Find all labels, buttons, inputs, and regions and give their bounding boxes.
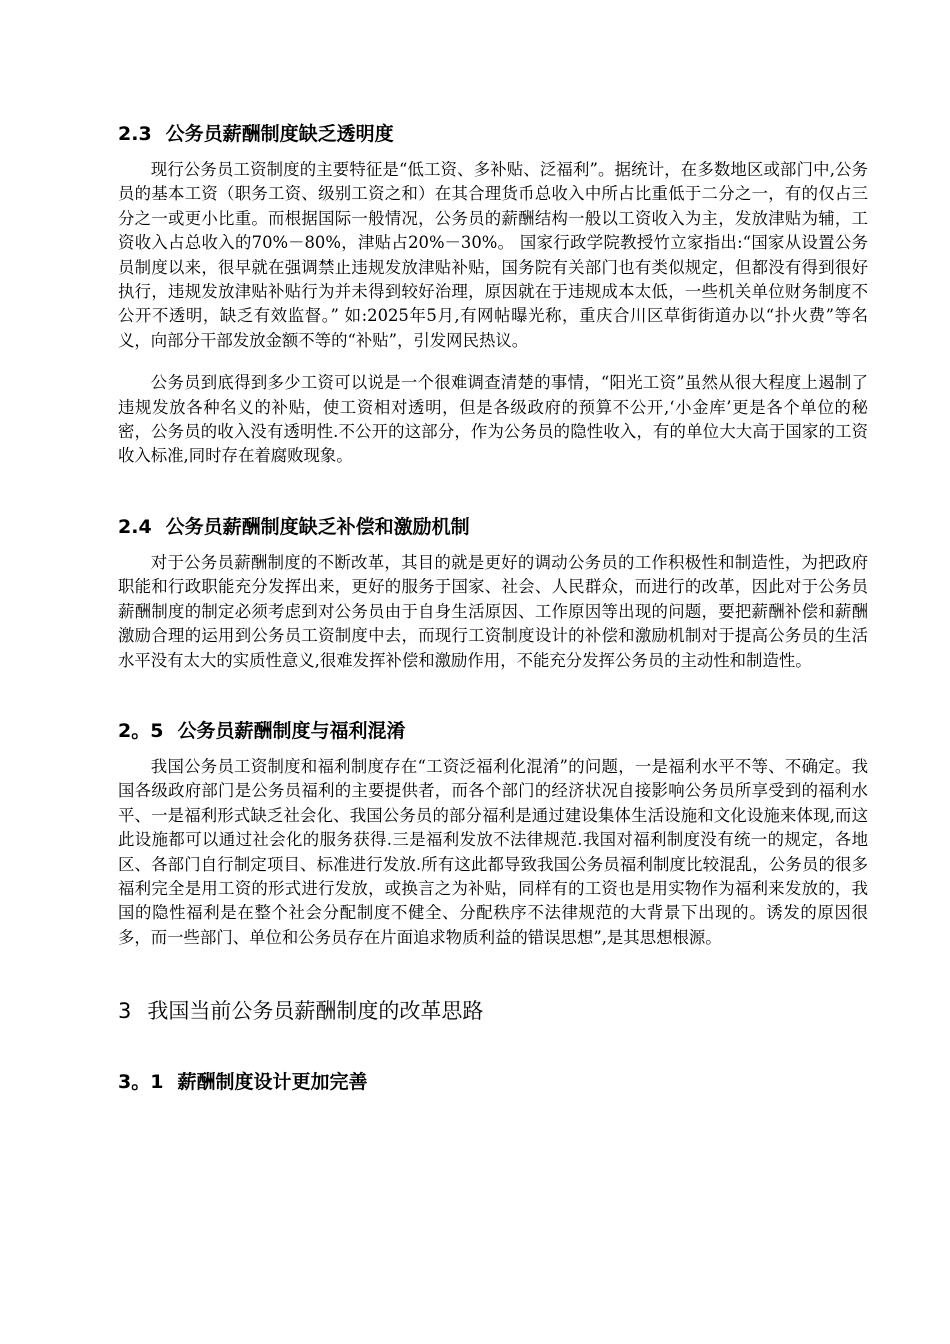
section-title: 公务员薪酬制度缺乏补偿和激励机制	[165, 515, 470, 538]
section-2-3-heading	[118, 120, 868, 148]
section-3-1-heading	[118, 1068, 868, 1096]
chapter-number: 3	[118, 999, 132, 1024]
section-title: 公务员薪酬制度缺乏透明度	[165, 123, 394, 145]
paragraph: 对于公务员薪酬制度的不断改革，其目的就是更好的调动公务员的工作积极性和制造性，为把政府职能和行政职能充分发挥出来，更好的服务于国家、社会、人民群众，而进行的改革，因此对于公务员薪酬制度的制定必须考虑到对公务员由于自身生活原因、工作原因等出现的问题，要把薪酬补偿和薪酬激励合理的运用到公务员工资制度中去，而现行工资制度设计的补偿和激励机制对于提高公务员的生活水平没有太大的实质性意义,很难发挥补偿和激励作用，不能充分发挥公务员的主动性和制造性。	[118, 552, 868, 670]
section-number: 3。1	[118, 1071, 164, 1094]
section-number: 2.4	[118, 515, 152, 538]
paragraph: 公务员到底得到多少工资可以说是一个很难调查清楚的事情，“阳光工资”虽然从很大程度上遏制了违规发放各种名义的补贴，使工资相对透明，但是各级政府的预算不公开,‘小金库’更是各个单位的秘密，公务员的收入没有透明性.不公开的这部分，作为公务员的隐性收入，有的单位大大高于国家的工资收入标准,同时存在着腐败现象。	[118, 373, 868, 466]
paragraph: 我国公务员工资制度和福利制度存在“工资泛福利化混淆”的问题，一是福利水平不等、不确定。我国各级政府部门是公务员福利的主要提供者，而各个部门的经济状况自接影响公务员所享受到的福利水平、一是福利形式缺乏社会化、我国公务员的部分福利是通过建设集体生活设施和文化设施来体现,而这此设施都可以通过社会化的服务获得.三是福利发放不法律规范.我国对福利制度没有统一的规定，各地区、各部门自行制定项目、标准进行发放.所有这此都导致我国公务员福利制度比较混乱，公务员的很多福利完全是用工资的形式进行发放，或换言之为补贴，同样有的工资也是用实物作为福利来发放的，我国的隐性福利是在整个社会分配制度不健全、分配秩序不法律规范的大背景下出现的。诱发的原因很多，而一些部门、单位和公务员存在片面追求物质利益的错误思想”,是其思想根源。	[118, 756, 868, 947]
document-page	[118, 118, 868, 1106]
section-2-4-heading	[118, 513, 868, 541]
chapter-3-heading	[118, 996, 868, 1026]
paragraph: 现行公务员工资制度的主要特征是“低工资、多补贴、泛福利”。据统计，在多数地区或部门中,公务员的基本工资（职务工资、级别工资之和）在其合理货币总收入中所占比重低于二分之一，有的仅占三分之一或更小比重。而根据国际一般情况，公务员的薪酬结构一般以工资收入为主，发放津贴为辅，工资收入占总收入的70%－80%，津贴占20%－30%。 国家行政学院教授竹立家指出:“国家从设置公务员制度以来，很早就在强调禁止违规发放津贴补贴，国务院有关部门也有类似规定，但都没有得到很好执行，违规发放津贴补贴行为并未得到较好治理，原因就在于违规成本太低，一些机关单位财务制度不公开不透明，缺乏有效监督。” 如:2025年5月,有网帖曝光称，重庆合川区草街街道办以“扑火费”等名义，向部分干部发放金额不等的“补贴”，引发网民热议。	[118, 160, 868, 350]
section-title: 公务员薪酬制度与福利混淆	[177, 719, 406, 742]
section-number: 2。5	[118, 719, 164, 742]
section-number: 2.3	[118, 123, 152, 145]
section-2-5-heading	[118, 717, 868, 745]
chapter-title: 我国当前公务员薪酬制度的改革思路	[147, 999, 484, 1024]
section-title: 薪酬制度设计更加完善	[177, 1071, 368, 1094]
